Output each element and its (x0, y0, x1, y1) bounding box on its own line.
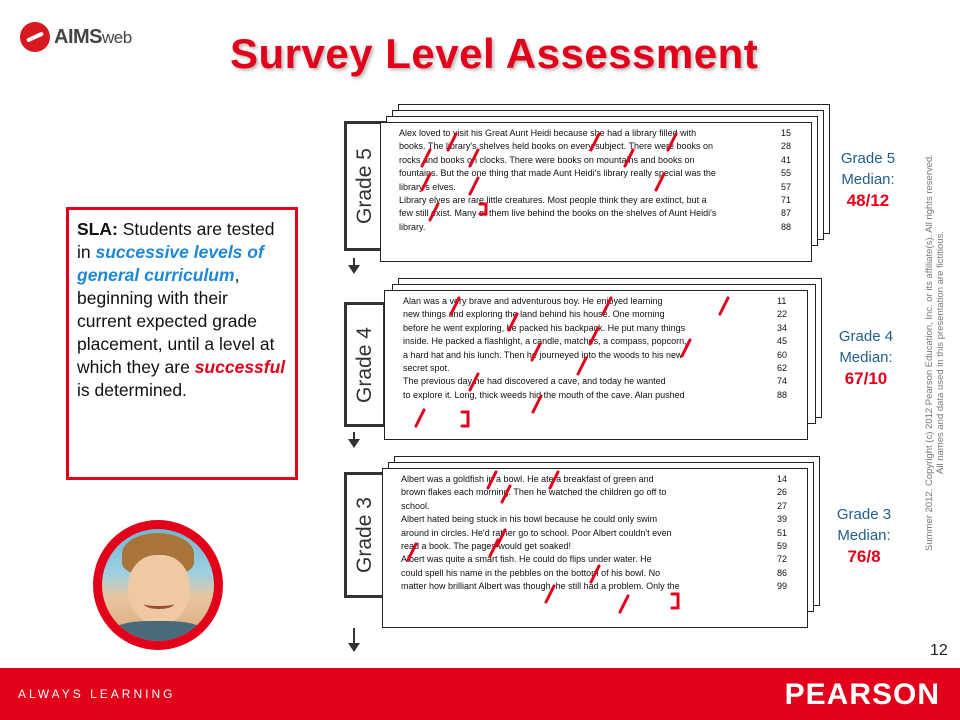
passage-line: school. 27 (401, 500, 788, 511)
grade-3-median-value: 76/8 (847, 547, 881, 566)
grade-5-label: Grade 5 (344, 121, 386, 251)
passage-line: Library elves are rare little creatures. Most people think they are extinct, but a 71 (399, 195, 792, 206)
passage-line: rocks and books on clocks. There were books on mountains and books on 41 (399, 154, 792, 165)
slide-title: Survey Level Assessment (230, 30, 759, 77)
passage-line: fountains. But the one thing that made Aunt Heidi's library really special was the 55 (399, 168, 792, 179)
grade-5-passage (380, 122, 812, 262)
grade-5-median: Grade 5 Median: 48/12 (826, 148, 910, 211)
student-photo (93, 520, 223, 650)
passage-line: library. 88 (399, 221, 792, 232)
footer-bar (0, 668, 960, 720)
sla-text-2: , beginning with their current expected grade placement, until a level at which they are (77, 265, 275, 377)
sla-highlight-curriculum: successive levels of general curriculum (77, 242, 264, 285)
slide-number: 12 (930, 642, 948, 659)
pearson-logo: PEARSON (784, 678, 940, 711)
passage-line: to explore it. Long, thick weeds hid the mouth of the cave. Alan pushed 88 (403, 389, 788, 400)
aimsweb-logo-text: AIMSweb (54, 25, 132, 48)
passage-line: matter how brilliant Albert was though, he still had a problem. Only the 99 (401, 581, 788, 592)
sla-highlight-successful: successful (194, 357, 286, 377)
sla-text-3: is determined. (77, 380, 187, 400)
arrow-down-icon (353, 432, 355, 446)
sla-definition-box (66, 207, 298, 480)
grade-4-median: Grade 4 Median: 67/10 (824, 326, 908, 389)
grade-4-label: Grade 4 (344, 302, 386, 427)
passage-line: Albert was a goldfish in a bowl. He ate a breakfast of green and 14 (401, 474, 788, 484)
sla-text-1: Students are tested in (77, 219, 275, 262)
passage-line: Albert hated being stuck in his bowl because he could only swim 39 (401, 514, 788, 525)
aimsweb-logo (20, 22, 132, 52)
student-face-image (102, 529, 214, 641)
passage-line: brown flakes each morning. Then he watched the children go off to 26 (401, 487, 788, 498)
aimsweb-logo-icon (20, 22, 50, 52)
passage-line: Alan was a very brave and adventurous boy. He enjoyed learning 11 (403, 296, 787, 306)
passage-line: library's elves. 57 (399, 181, 792, 192)
passage-line: new things and exploring the land behind his house. One morning 22 (403, 309, 788, 320)
passage-line: a hard hat and his lunch. Then he journeyed into the woods to his new 60 (403, 349, 788, 360)
footer-tagline: ALWAYS LEARNING (18, 687, 176, 701)
grade-4-passage (384, 290, 808, 440)
passage-line: inside. He packed a flashlight, a candle, matches, a compass, popcorn, 45 (403, 336, 788, 347)
passage-line: Alex loved to visit his Great Aunt Heidi because she had a library filled with 15 (399, 128, 792, 138)
sla-label: SLA: (77, 219, 118, 239)
arrow-down-icon (353, 258, 355, 272)
passage-line: around in circles. He'd rather go to school. Poor Albert couldn't even 51 (401, 527, 788, 538)
grade-3-median: Grade 3 Median: 76/8 (822, 504, 906, 567)
passage-line: before he went exploring, he packed his backpack. He put many things 34 (403, 322, 788, 333)
passage-line: The previous day he had discovered a cave, and today he wanted 74 (403, 376, 788, 387)
grade-5-median-value: 48/12 (846, 191, 890, 210)
grade-3-passage (382, 468, 808, 628)
grade-4-median-value: 67/10 (844, 369, 888, 388)
arrow-down-icon (353, 628, 355, 650)
passage-line: could spell his name in the pebbles on the bottom of his bowl. No 86 (401, 567, 788, 578)
passage-line: books. The library's shelves held books on every subject. There were books on 28 (399, 141, 792, 152)
grade-3-label: Grade 3 (344, 472, 386, 598)
passage-line: Albert was quite a smart fish. He could do flips under water. He 72 (401, 554, 788, 565)
passage-line: secret spot. 62 (403, 363, 788, 374)
passage-line: few still exist. Many of them live behind the books on the shelves of Aunt Heidi's 87 (399, 208, 792, 219)
passage-line: read a book. The pages would get soaked! 59 (401, 541, 788, 552)
copyright-notice: Summer 2012. Copyright (c) 2012 Pearson Education, Inc. or its affiliate(s). All rights reserved. All names and data used in this presentation are fictitious. (924, 154, 946, 551)
